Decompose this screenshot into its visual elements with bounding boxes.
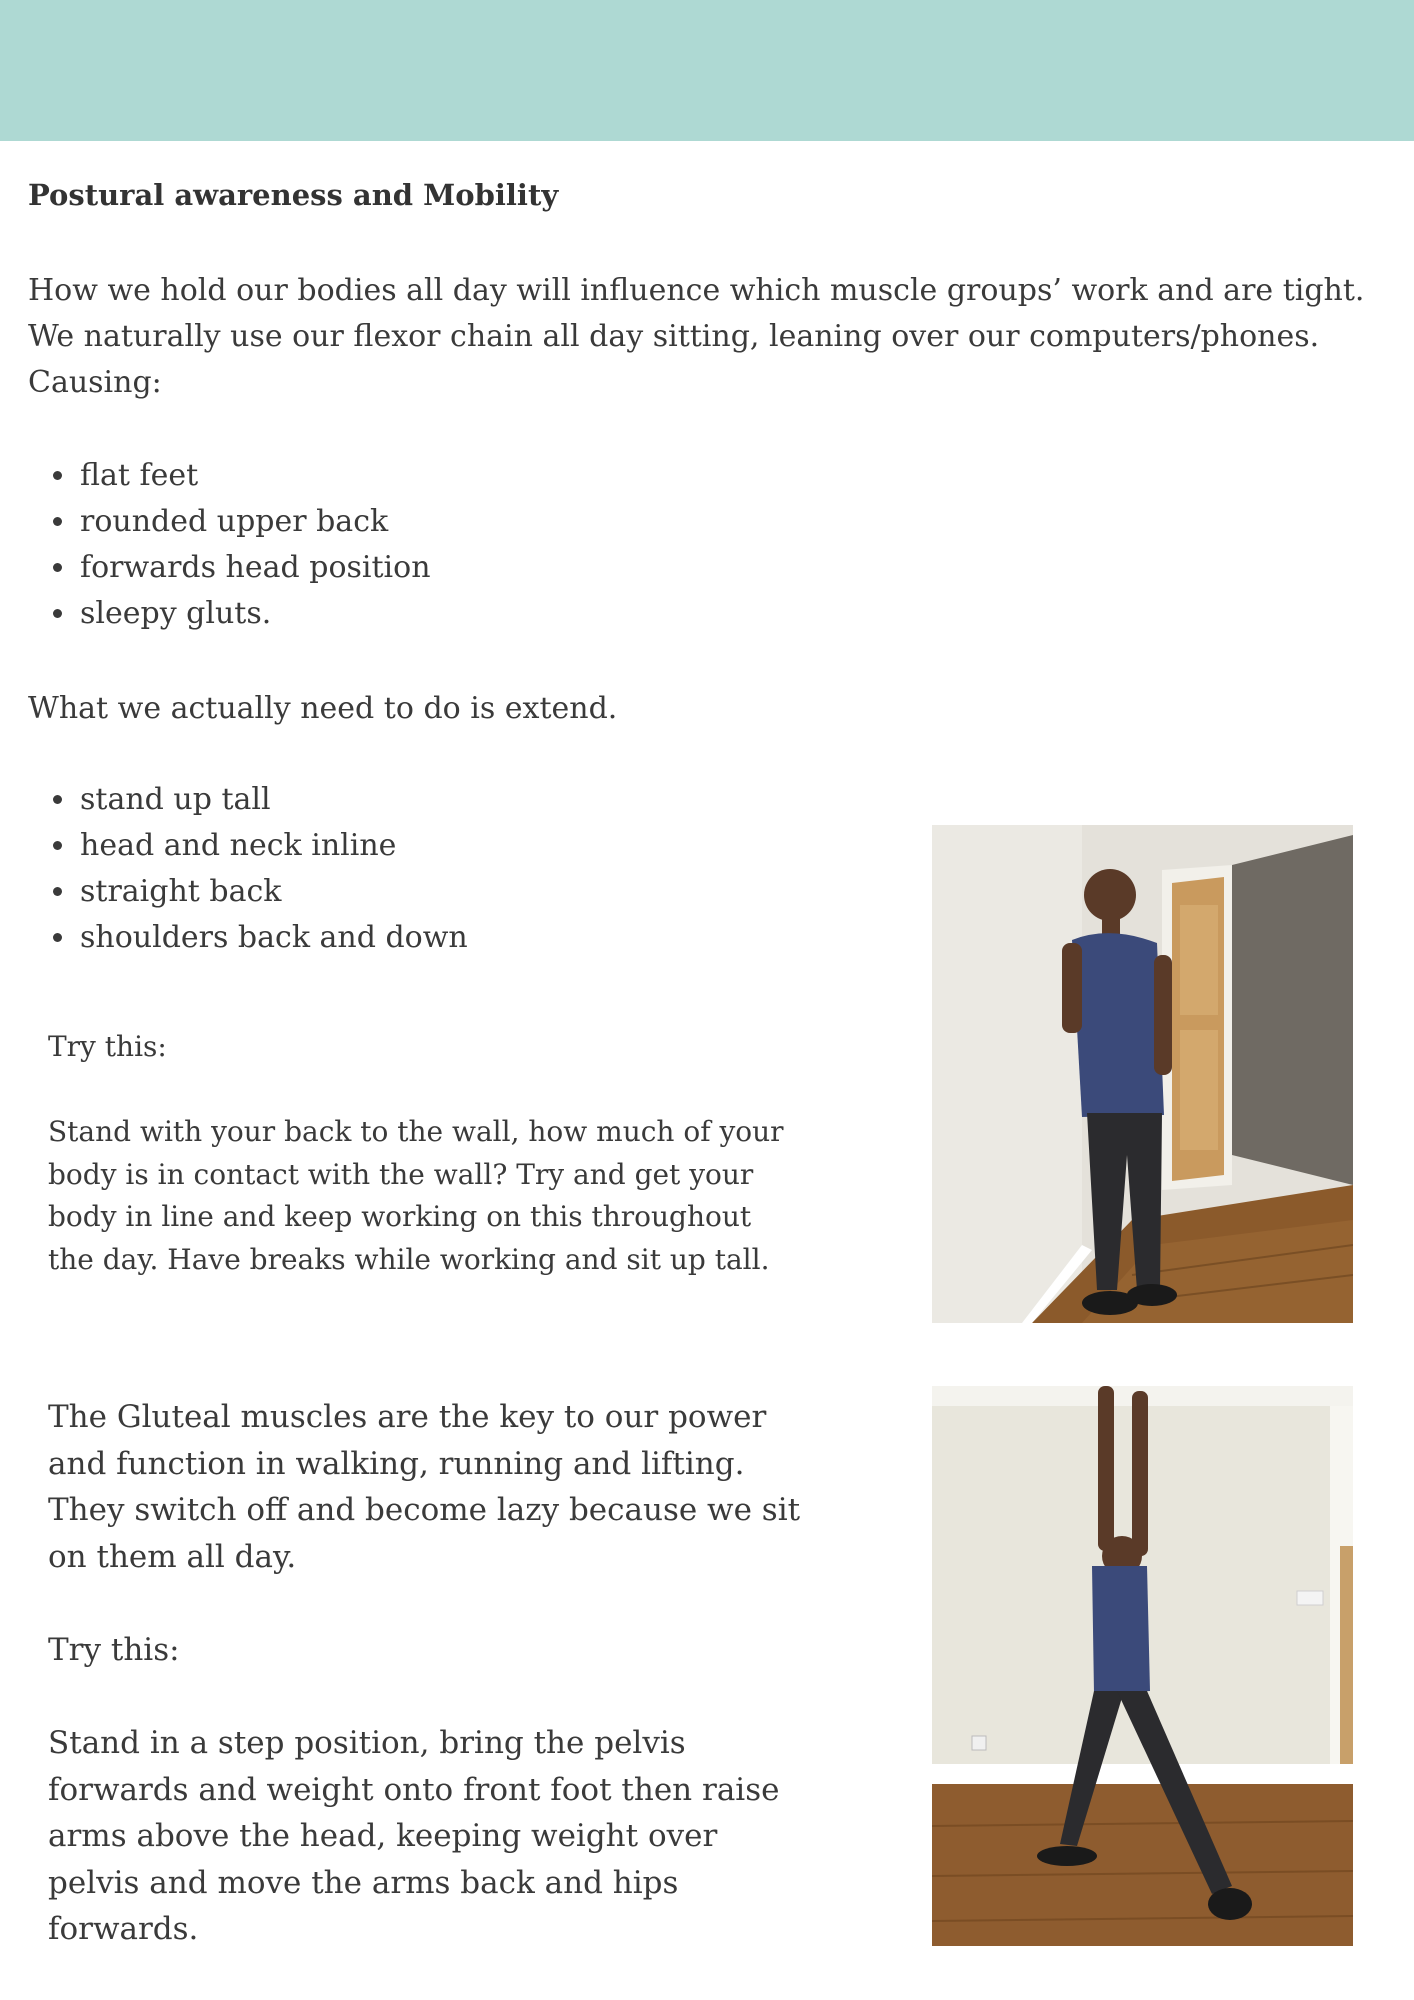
try-this-label: Try this: [48, 1632, 180, 1668]
list-item: • shoulders back and down [78, 915, 468, 961]
list-item: • flat feet [78, 453, 431, 499]
page-title: Postural awareness and Mobility [28, 178, 559, 212]
step-instruction: Stand in a step position, bring the pelvis forwards and weight onto front foot then raise arms above the head, keeping weight over pelvis and move the arms back and hips forwards. [48, 1725, 780, 1947]
list-item: • stand up tall [78, 777, 468, 823]
extend-paragraph: What we actually need to do is extend. [28, 691, 618, 726]
wall-instruction: Stand with your back to the wall, how much of your body is in contact with the wall? Try and get your body in line and keep working on this throughout the day. Have breaks while working and sit up tall. [48, 1115, 784, 1276]
header-band [0, 0, 1414, 141]
list-item: • forwards head position [78, 545, 431, 591]
causes-list [28, 453, 431, 637]
list-item: • head and neck inline [78, 823, 468, 869]
try-this-label: Try this: [48, 1030, 167, 1063]
wall-posture-photo [932, 825, 1353, 1323]
intro-paragraph: How we hold our bodies all day will influence which muscle groups’ work and are tight. We naturally use our flexor chain all day sitting, leaning over our computers/phones. Causing: [28, 273, 1365, 400]
list-item: • rounded upper back [78, 499, 431, 545]
list-item: • sleepy gluts. [78, 591, 431, 637]
step-stretch-photo [932, 1386, 1353, 1946]
glute-paragraph: The Gluteal muscles are the key to our power and function in walking, running and lifting. They switch off and become lazy because we sit on them all day. [48, 1399, 801, 1575]
list-item: • straight back [78, 869, 468, 915]
extend-list [28, 777, 468, 961]
